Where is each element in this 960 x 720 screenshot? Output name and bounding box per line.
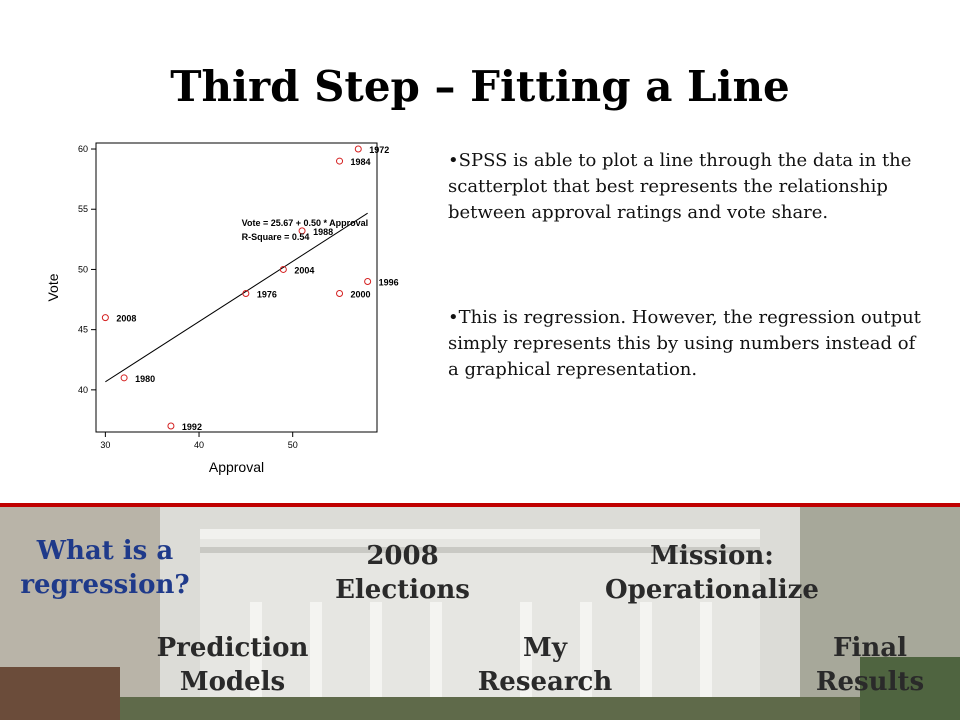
plot-frame <box>96 143 377 432</box>
data-point <box>337 291 343 297</box>
point-label: 1984 <box>350 157 371 168</box>
nav-what-is-regression-line1: What is a <box>36 536 174 566</box>
data-point <box>102 315 108 321</box>
y-axis-label: Vote <box>45 273 61 302</box>
nav-mission-line1: Mission: <box>650 541 774 571</box>
bullet-regression-text: This is regression. However, the regression output simply represents this by using numbers instead of a graphical representation. <box>448 307 921 380</box>
nav-prediction-models[interactable] <box>140 631 325 699</box>
nav-2008-elections[interactable] <box>320 539 485 607</box>
nav-mission-line2: Operationalize <box>605 575 819 605</box>
fit-line <box>105 213 367 382</box>
x-axis-label: Approval <box>208 459 265 475</box>
nav-results-line2: Results <box>815 667 925 697</box>
nav-2008-elections-line2: Elections <box>335 575 470 605</box>
y-tick-label: 55 <box>77 204 88 215</box>
point-label: 1980 <box>135 373 156 384</box>
point-label: 2000 <box>350 289 371 300</box>
nav-results-line1: Final <box>833 633 907 663</box>
scatter-chart <box>40 135 420 480</box>
x-tick-label: 50 <box>287 440 298 450</box>
bullet-regression: •This is regression. However, the regression output simply represents this by using numbers instead of a graphical representation. <box>448 307 921 380</box>
bullet-spss-text: SPSS is able to plot a line through the data in the scatterplot that best represents the relationship between approval ratings and vote share. <box>448 150 912 223</box>
nav-mission-operationalize[interactable] <box>592 539 832 607</box>
nav-2008-elections-line1: 2008 <box>366 541 439 571</box>
data-point <box>365 278 371 284</box>
footer-background <box>0 507 960 720</box>
nav-research-line2: Research <box>477 667 613 697</box>
equation-annotation: Vote = 25.67 + 0.50 * Approval <box>241 218 369 229</box>
point-label: 2008 <box>116 313 137 324</box>
point-label: 1972 <box>369 145 390 156</box>
data-point <box>121 375 127 381</box>
data-point <box>337 158 343 164</box>
point-label: 1976 <box>256 289 277 300</box>
y-tick-label: 45 <box>77 324 88 335</box>
point-label: 1992 <box>181 421 202 432</box>
nav-research-line1: My <box>523 633 567 663</box>
point-label: 2004 <box>294 265 315 276</box>
nav-what-is-regression[interactable] <box>10 534 200 602</box>
data-point <box>168 423 174 429</box>
x-tick-label: 40 <box>194 440 205 450</box>
nav-prediction-line1: Prediction <box>156 633 309 663</box>
data-point <box>355 146 361 152</box>
x-tick-label: 30 <box>100 440 111 450</box>
slide-title: Third Step – Fitting a Line <box>170 62 790 111</box>
nav-prediction-line2: Models <box>179 667 286 697</box>
r-square-annotation: R-Square = 0.54 <box>241 232 310 243</box>
nav-final-results[interactable] <box>800 631 940 699</box>
y-tick-label: 40 <box>77 384 88 395</box>
point-label: 1996 <box>378 277 399 288</box>
scatter-chart-svg <box>40 135 420 480</box>
nav-what-is-regression-line2: regression? <box>20 570 190 600</box>
y-tick-label: 60 <box>77 144 88 155</box>
point-label: 1988 <box>313 226 334 237</box>
nav-my-research[interactable] <box>460 631 630 699</box>
y-tick-label: 50 <box>77 264 88 275</box>
bullet-spss: •SPSS is able to plot a line through the data in the scatterplot that best represents the relationship between approval ratings and vote share. <box>448 150 912 223</box>
